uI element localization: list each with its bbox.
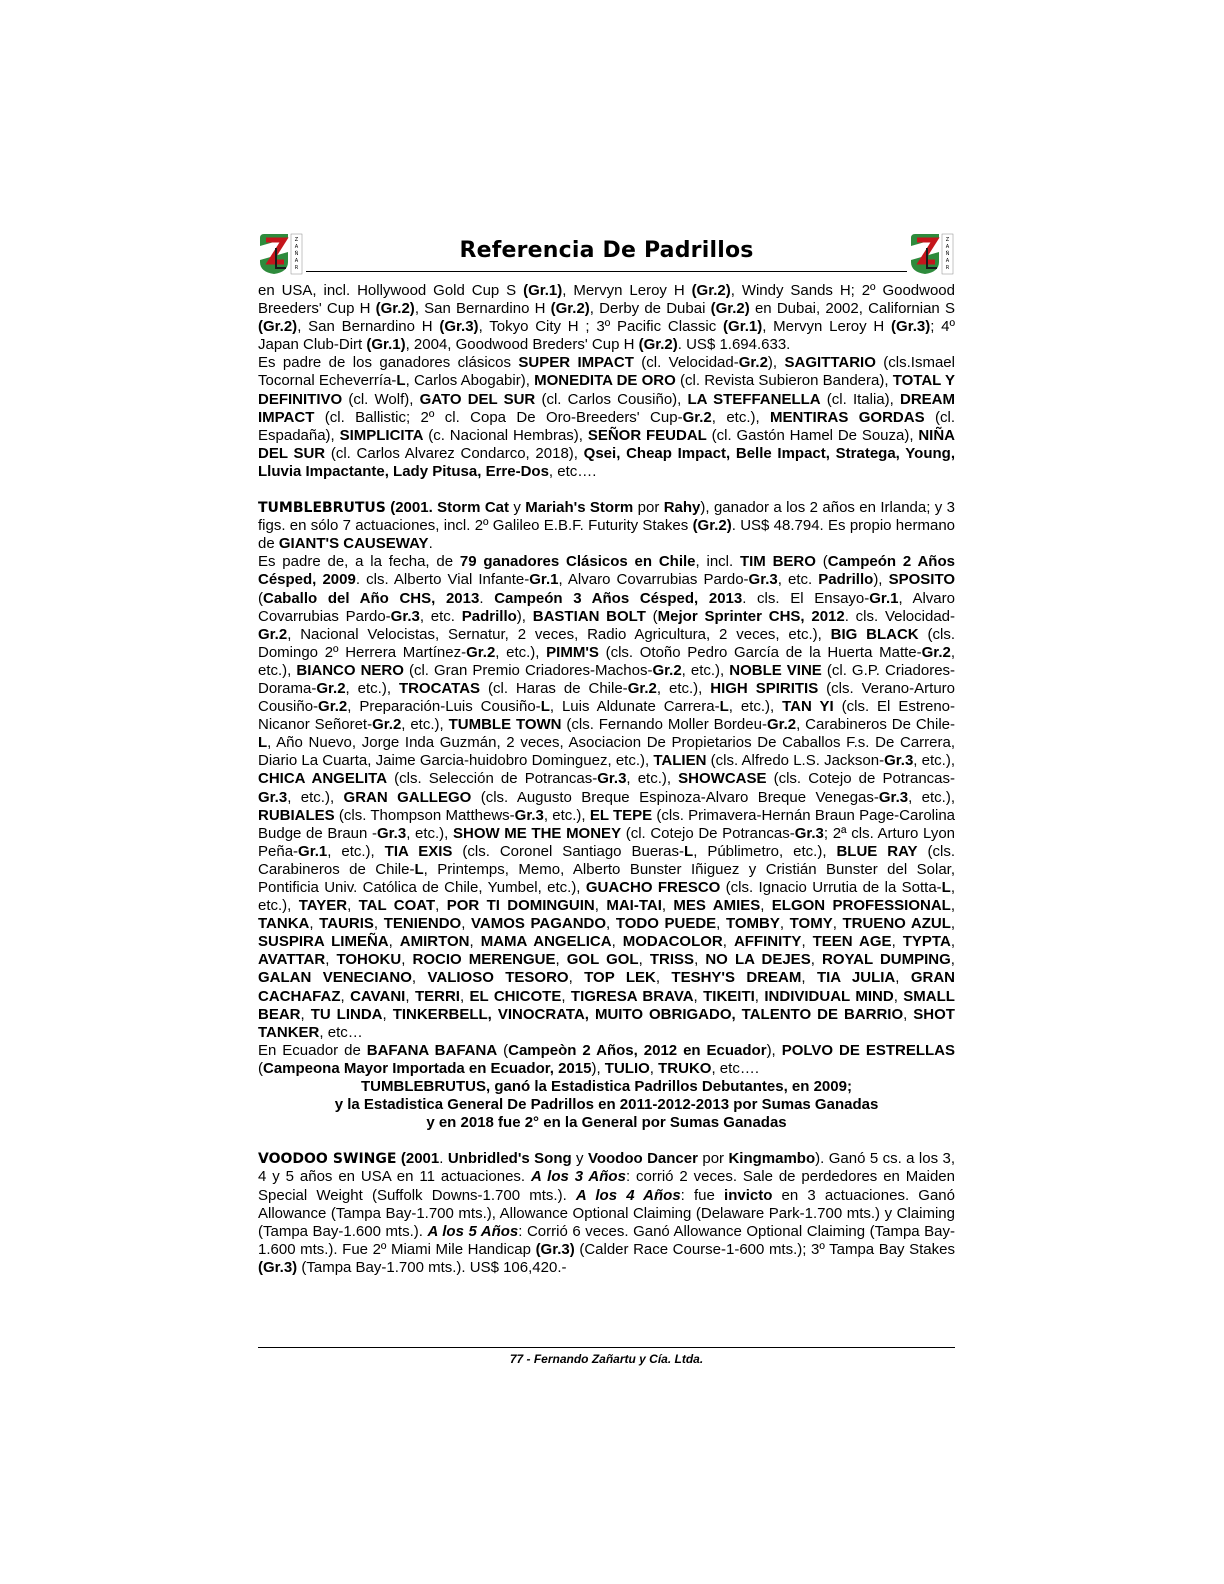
paragraph-tumblebrutus: TUMBLEBRUTUS (2001. Storm Cat y Mariah's Storm por Rahy), ganador a los 2 años en Irlanda; y 3 figs. en sólo 7 actuaciones, incl. 2º Galileo E.B.F. Futurity Stakes (Gr.2). US$ 48.794. Es propio hermano de GIANT'S CAUSEWAY.	[258, 499, 956, 553]
paragraph-gap	[258, 481, 955, 499]
svg-text:Ñ: Ñ	[294, 251, 299, 257]
zanartu-logo-right	[909, 232, 955, 276]
paragraph-race-record: en USA, incl. Hollywood Gold Cup S (Gr.1), Mervyn Leroy H (Gr.2), Windy Sands H; 2º Goodwood Breeders' Cup H (Gr.2), San Bernardino H (Gr.2), Derby de Dubai (Gr.2) en Dubai, 2002, Californian S (Gr.2), San Bernardino H (Gr.3), Tokyo City H ; 3º Pacific Classic (Gr.1), Mervyn Leroy H (Gr.3); 4º Japan Club-Dirt (Gr.1), 2004, Goodwood Breders' Cup H (Gr.2). US$ 1.694.633.	[258, 282, 956, 354]
footer-rule	[258, 1347, 955, 1348]
svg-text:A: A	[294, 258, 299, 264]
page	[258, 230, 956, 1366]
svg-text:Z: Z	[294, 237, 299, 243]
svg-text:Z: Z	[945, 237, 950, 243]
page-header	[258, 230, 955, 282]
svg-text:A: A	[945, 258, 950, 264]
header-rule	[306, 271, 907, 272]
svg-text:R: R	[294, 265, 299, 271]
paragraph-gap	[258, 1132, 955, 1150]
sire-name-voodoo-swinge: VOODOO SWINGE	[258, 1151, 397, 1168]
svg-text:A: A	[945, 244, 950, 250]
document-body	[258, 282, 955, 1277]
page-footer: 77 - Fernando Zañartu y Cía. Ltda.	[509, 1352, 704, 1366]
paragraph-voodoo-swinge: VOODOO SWINGE (2001. Unbridled's Song y Voodoo Dancer por Kingmambo). Ganó 5 cs. a los 3, 4 y 5 años en USA en 11 actuaciones. A los 3 Años: corrió 2 veces. Sale de perdedores en Maiden Special Weight (Suffolk Downs-1.700 mts.). A los 4 Años: fue invicto en 3 actuaciones. Ganó Allowance (Tampa Bay-1.700 mts.), Allowance Optional Claiming (Delaware Park-1.700 mts.) y Claiming (Tampa Bay-1.600 mts.). A los 5 Años: Corrió 6 veces. Ganó Allowance Optional Claiming (Tampa Bay-1.600 mts.). Fue 2º Miami Mile Handicap (Gr.3) (Calder Race Course-1-600 mts.); 3º Tampa Bay Stakes (Gr.3) (Tampa Bay-1.700 mts.). US$ 106,420.-	[258, 1150, 956, 1276]
svg-text:R: R	[945, 265, 950, 271]
sire-name-tumblebrutus: TUMBLEBRUTUS	[258, 500, 386, 517]
statistics-highlight: TUMBLEBRUTUS, ganó la Estadistica Padrillos Debutantes, en 2009; y la Estadistica General De Padrillos en 2011-2012-2013 por Sumas Ganadas y en 2018 fue 2° en la General por Sumas Ganadas	[334, 1078, 879, 1132]
page-title: Referencia De Padrillos	[459, 238, 754, 263]
paragraph-ecuador: En Ecuador de BAFANA BAFANA (Campeòn 2 Años, 2012 en Ecuador), POLVO DE ESTRELLAS (Campeona Mayor Importada en Ecuador, 2015), TULIO, TRUKO, etc….	[258, 1041, 955, 1077]
svg-text:Ñ: Ñ	[945, 251, 950, 257]
paragraph-tumblebrutus-offspring: Es padre de, a la fecha, de 79 ganadores Clásicos en Chile, incl. TIM BERO (Campeón 2 Años Césped, 2009. cls. Alberto Vial Infante-Gr.1, Alvaro Covarrubias Pardo-Gr.3, etc. Padrillo), SPOSITO (Caballo del Año CHS, 2013. Campeón 3 Años Césped, 2013. cls. El Ensayo-Gr.1, Alvaro Covarrubias Pardo-Gr.3, etc. Padrillo), BASTIAN BOLT (Mejor Sprinter CHS, 2012. cls. Velocidad-Gr.2, Nacional Velocistas, Sernatur, 2 veces, Radio Agricultura, 2 veces, etc.), BIG BLACK (cls. Domingo 2º Herrera Martínez-Gr.2, etc.), PIMM'S (cls. Otoño Pedro García de la Huerta Matte-Gr.2, etc.), BIANCO NERO (cl. Gran Premio Criadores-Machos-Gr.2, etc.), NOBLE VINE (cl. G.P. Criadores-Dorama-Gr.2, etc.), TROCATAS (cl. Haras de Chile-Gr.2, etc.), HIGH SPIRITIS (cls. Verano-Arturo Cousiño-Gr.2, Preparación-Luis Cousiño-L, Luis Aldunate Carrera-L, etc.), TAN YI (cls. El Estreno-Nicanor Señoret-Gr.2, etc.), TUMBLE TOWN (cls. Fernando Moller Bordeu-Gr.2, Carabineros De Chile-L, Año Nuevo, Jorge Inda Guzmán, 2 veces, Asociacion De Propietarios De Caballos F.s. De Carrera, Diario La Cuarta, Jaime Garcia-huidobro Dominguez, etc.), TALIEN (cls. Alfredo L.S. Jackson-Gr.3, etc.), CHICA ANGELITA (cls. Selección de Potrancas-Gr.3, etc.), SHOWCASE (cls. Cotejo de Potrancas-Gr.3, etc.), GRAN GALLEGO (cls. Augusto Breque Espinoza-Alvaro Breque Venegas-Gr.3, etc.), RUBIALES (cls. Thompson Matthews-Gr.3, etc.), EL TEPE (cls. Primavera-Hernán Braun Page-Carolina Budge de Braun -Gr.3, etc.), SHOW ME THE MONEY (cl. Cotejo De Potrancas-Gr.3; 2ª cls. Arturo Lyon Peña-Gr.1, etc.), TIA EXIS (cls. Coronel Santiago Bueras-L, Públimetro, etc.), BLUE RAY (cls. Carabineros de Chile-L, Printemps, Memo, Alberto Bunster Iñiguez y Cristián Bunster del Solar, Pontificia Univ. Católica de Chile, Yumbel, etc.), GUACHO FRESCO (cls. Ignacio Urrutia de la Sotta-L, etc.), TAYER, TAL COAT, POR TI DOMINGUIN, MAI-TAI, MES AMIES, ELGON PROFESSIONAL, TANKA, TAURIS, TENIENDO, VAMOS PAGANDO, TODO PUEDE, TOMBY, TOMY, TRUENO AZUL, SUSPIRA LIMEÑA, AMIRTON, MAMA ANGELICA, MODACOLOR, AFFINITY, TEEN AGE, TYPTA, AVATTAR, TOHOKU, ROCIO MERENGUE, GOL GOL, TRISS, NO LA DEJES, ROYAL DUMPING, GALAN VENECIANO, VALIOSO TESORO, TOP LEK, TESHY'S DREAM, TIA JULIA, GRAN CACHAFAZ, CAVANI, TERRI, EL CHICOTE, TIGRESA BRAVA, TIKEITI, INDIVIDUAL MIND, SMALL BEAR, TU LINDA, TINKERBELL, VINOCRATA, MUITO OBRIGADO, TALENTO DE BARRIO, SHOT TANKER, etc…	[258, 553, 956, 1041]
svg-text:A: A	[294, 244, 299, 250]
paragraph-offspring: Es padre de los ganadores clásicos SUPER IMPACT (cl. Velocidad-Gr.2), SAGITTARIO (cls.Ismael Tocornal Echeverría-L, Carlos Abogabir), MONEDITA DE ORO (cl. Revista Subieron Bandera), TOTAL Y DEFINITIVO (cl. Wolf), GATO DEL SUR (cl. Carlos Cousiño), LA STEFFANELLA (cl. Italia), DREAM IMPACT (cl. Ballistic; 2º cl. Copa De Oro-Breeders' Cup-Gr.2, etc.), MENTIRAS GORDAS (cl. Espadaña), SIMPLICITA (c. Nacional Hembras), SEÑOR FEUDAL (cl. Gastón Hamel De Souza), NIÑA DEL SUR (cl. Carlos Alvarez Condarco, 2018), Qsei, Cheap Impact, Belle Impact, Stratega, Young, Lluvia Impactante, Lady Pitusa, Erre-Dos, etc….	[258, 354, 956, 480]
